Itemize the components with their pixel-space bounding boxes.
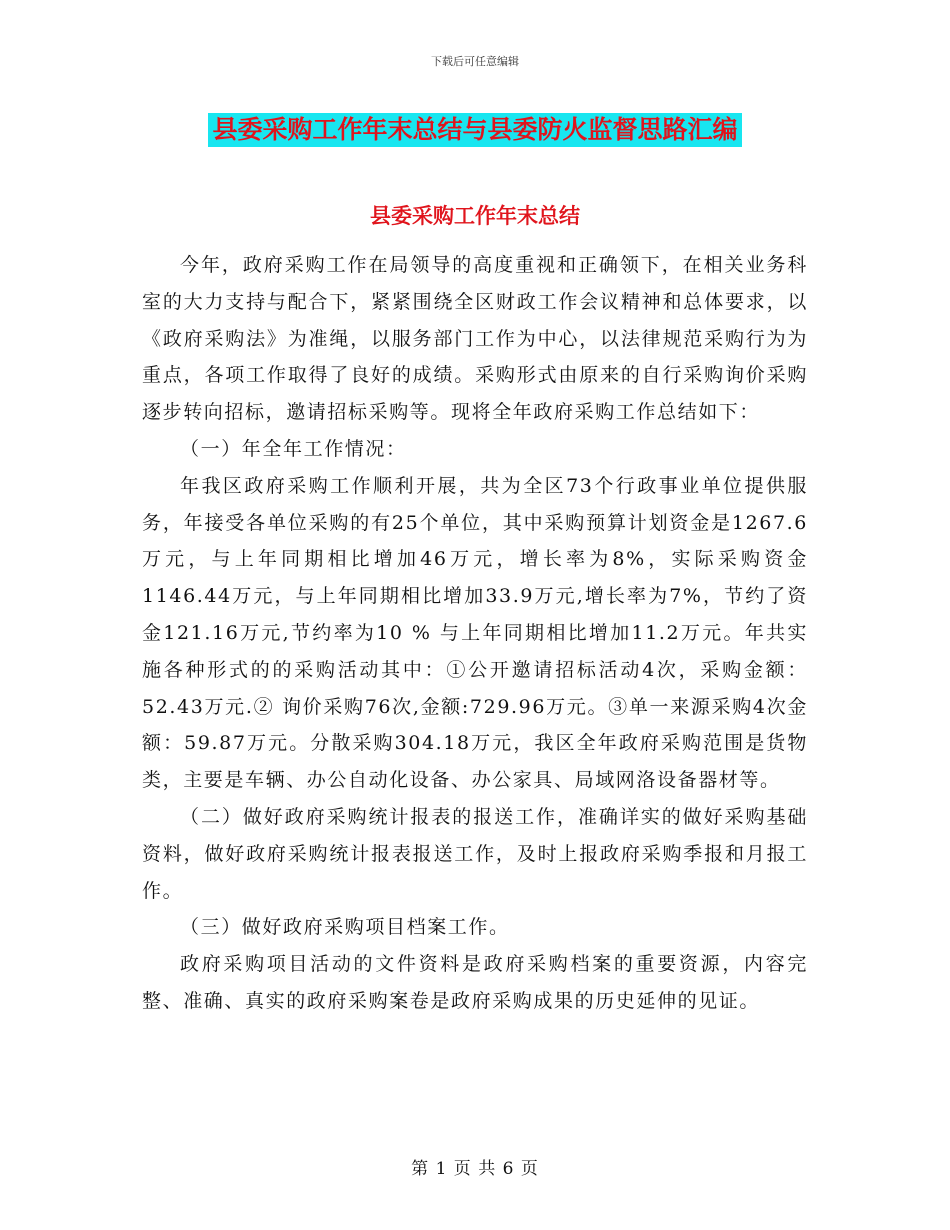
section-title: 县委采购工作年末总结	[370, 204, 580, 228]
main-title: 县委采购工作年末总结与县委防火监督思路汇编	[208, 113, 741, 147]
page-header-note: 下载后可任意编辑	[431, 55, 519, 68]
paragraph-archives: 政府采购项目活动的文件资料是政府采购档案的重要资源，内容完整、准确、真实的政府采购案卷是政府采购成果的历史延伸的见证。	[142, 953, 808, 1012]
page-number: 第 1 页 共 6 页	[411, 1159, 539, 1179]
paragraph-annual-stats: 年我区政府采购工作顺利开展，共为全区73个行政事业单位提供服务，年接受各单位采购的有25个单位，其中采购预算计划资金是1267.6万元，与上年同期相比增加46万元，增长率为8%，实际采购资金1146.44万元，与上年同期相比增加33.9万元,增长率为7%，节约了资金121.16万元,节约率为10 % 与上年同期相比增加11.2万元。年共实施各种形式的的采购活动其中：①公开邀请招标活动4次，采购金额：52.43万元.② 询价采购76次,金额:729.96万元。③单一来源采购4次金额：59.87万元。分散采购304.18万元，我区全年政府采购范围是货物类，主要是车辆、办公自动化设备、办公家具、局域网洛设备器材等。	[142, 474, 808, 792]
paragraph-intro: 今年，政府采购工作在局领导的高度重视和正确领下，在相关业务科室的大力支持与配合下，紧紧围绕全区财政工作会议精神和总体要求，以《政府采购法》为准绳，以服务部门工作为中心，以法律规范采购行为为重点，各项工作取得了良好的成绩。采购形式由原来的自行采购询价采购逐步转向招标，邀请招标采购等。现将全年政府采购工作总结如下：	[142, 254, 808, 424]
main-title-container	[0, 113, 950, 147]
paragraph-heading-3: （三）做好政府采购项目档案工作。	[180, 916, 510, 939]
document-body	[142, 247, 808, 1020]
paragraph-heading-2: （二）做好政府采购统计报表的报送工作，准确详实的做好采购基础资料，做好政府采购统计报表报送工作，及时上报政府采购季报和月报工作。	[142, 805, 808, 902]
paragraph-heading-1: （一）年全年工作情况：	[180, 437, 407, 460]
